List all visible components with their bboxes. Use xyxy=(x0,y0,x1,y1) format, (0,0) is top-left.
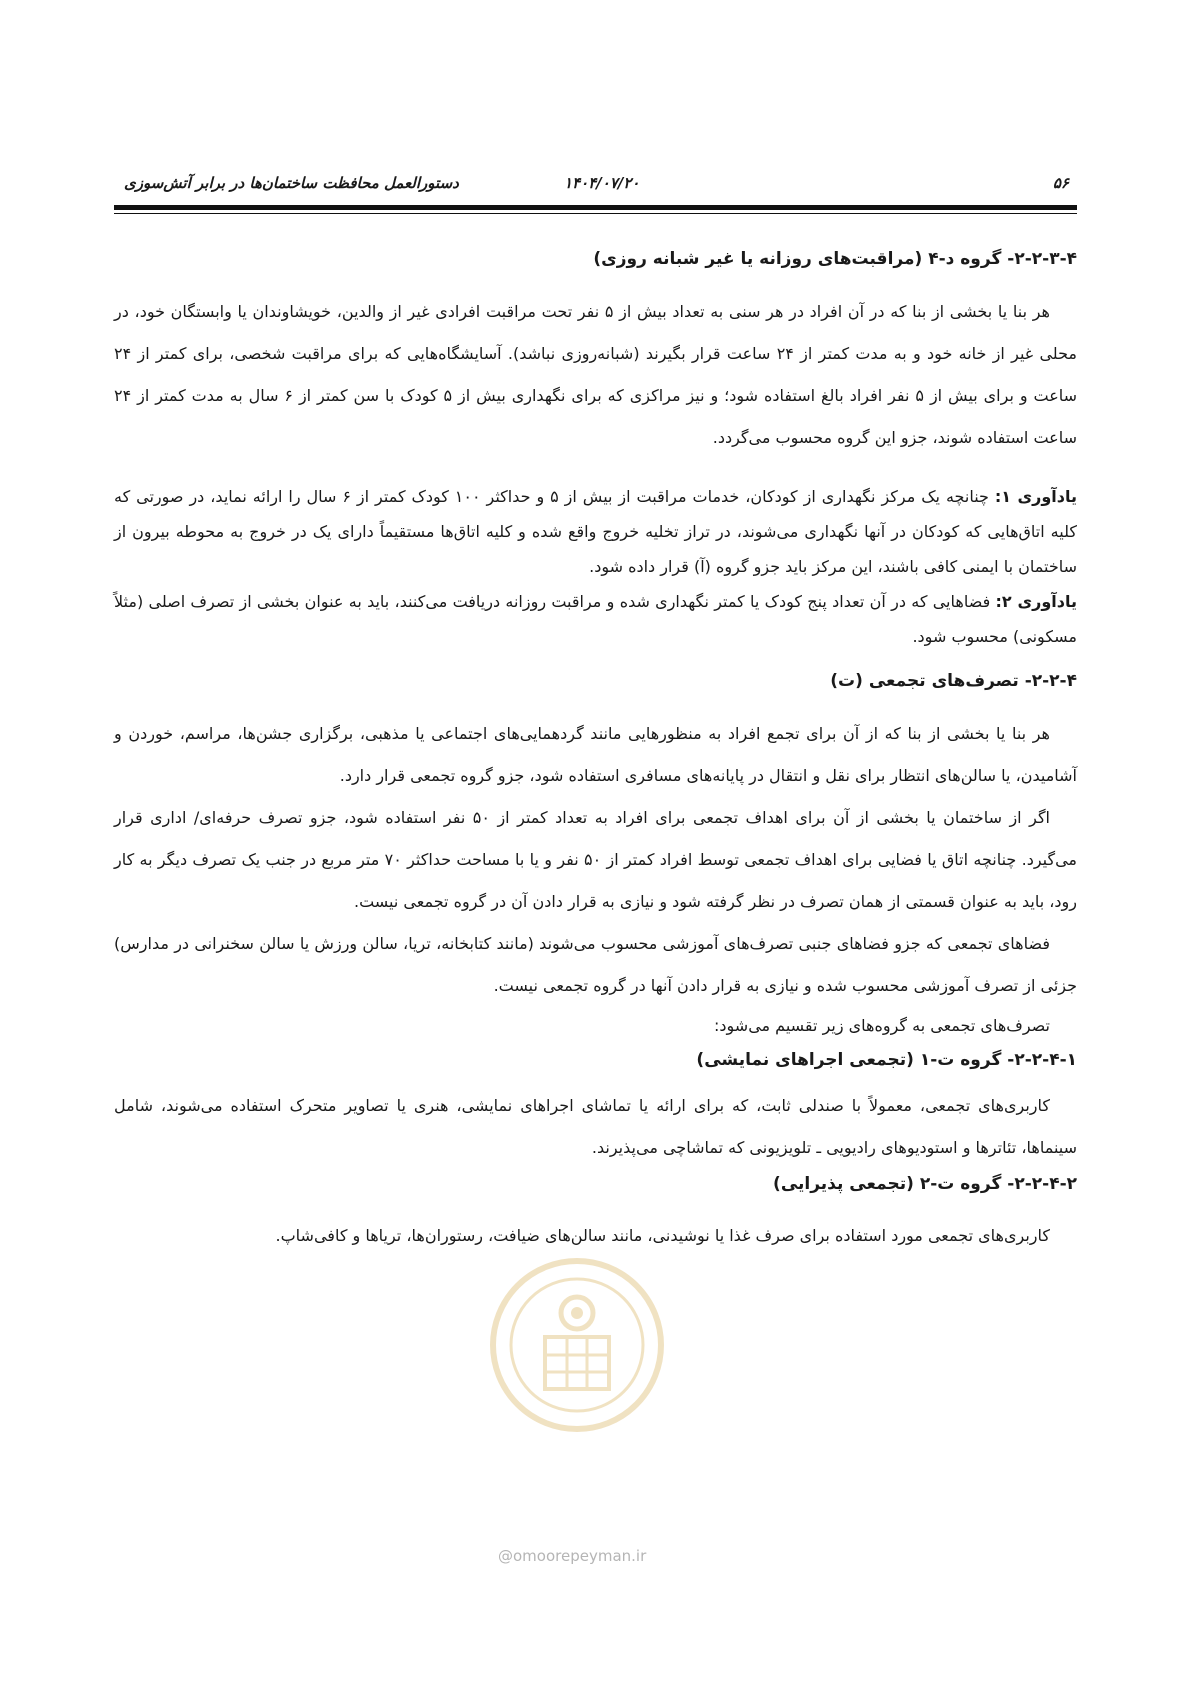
assembly-paragraph-4: تصرف‌های تجمعی به گروه‌های زیر تقسیم می‌شود: xyxy=(714,1016,1050,1035)
header-document-title: دستورالعمل محافظت ساختمان‌ها در برابر آتش‌سوزی xyxy=(124,174,459,192)
spacer xyxy=(114,459,1077,479)
running-header xyxy=(114,168,1077,202)
section-t2-paragraph: کاربری‌های تجمعی مورد استفاده برای صرف غذا یا نوشیدنی، مانند سالن‌های ضیافت، رستوران‌ها، تریاها و کافی‌شاپ. xyxy=(275,1226,1050,1245)
section-heading-t1: ۲-۲-۴-۱- گروه ت-۱ (تجمعی اجراهای نمایشی) xyxy=(696,1050,1077,1070)
header-rule-thin xyxy=(114,213,1077,214)
reminder-1-text: چنانچه یک مرکز نگهداری از کودکان، خدمات مراقبت از بیش از ۵ و حداکثر ۱۰۰ کودک کمتر از ۶ سال را ارائه نماید، در صورتی که کلیه اتاق‌هایی که کودکان در آنها نگهداری می‌شوند، در تراز تخلیه خروج واقع شده و کلیه اتاق‌ها مستقیماً دارای یک در خروج به محوطه بیرون از ساختمان با ایمنی کافی باشند، این مرکز باید جزو گروه (آ) قرار داده شود. xyxy=(114,487,1077,576)
watermark-url: @omoorepeyman.ir xyxy=(498,1547,647,1565)
reminder-1 xyxy=(114,479,1077,584)
header-date: ۱۴۰۴/۰۷/۲۰ xyxy=(564,174,640,192)
section-d4-paragraph: هر بنا یا بخشی از بنا که در آن افراد در هر سنی به تعداد بیش از ۵ نفر تحت مراقبت افرادی غیر از والدین، خویشاوندان یا وابستگان خود، در محلی غیر از خانه خود و به مدت کمتر از ۲۴ ساعت قرار بگیرند (شبانه‌روزی نباشد). آسایشگاه‌هایی که برای مراقبت شخصی، برای کمتر از ۲۴ ساعت و برای بیش از ۵ نفر افراد بالغ استفاده شود؛ و نیز مراکزی که برای نگهداری بیش از ۵ کودک با سن کمتر از ۶ سال به مدت کمتر از ۲۴ ساعت استفاده شوند، جزو این گروه محسوب می‌گردد. xyxy=(114,302,1078,447)
section-heading-assembly: ۲-۲-۴- تصرف‌های تجمعی (ت) xyxy=(830,671,1077,691)
reminder-2-text: فضاهایی که در آن تعداد پنج کودک یا کمتر نگهداری شده و مراقبت روزانه دریافت می‌کنند، باید به عنوان بخشی از تصرف اصلی (مثلاً مسکونی) محسوب شود. xyxy=(114,592,1077,646)
spacer xyxy=(114,654,1077,666)
document-body xyxy=(114,244,1077,1257)
assembly-paragraph-1: هر بنا یا بخشی از بنا که از آن برای تجمع افراد به منظورهایی مانند گردهمایی‌های اجتماعی یا مذهبی، برگزاری جشن‌ها، مراسم، خوردن و آشامیدن، یا سالن‌های انتظار برای نقل و انتقال در پایانه‌های مسافری استفاده شود، جزو گروه تجمعی قرار دارد. xyxy=(114,724,1077,785)
section-t1-paragraph: کاربری‌های تجمعی، معمولاً با صندلی ثابت، که برای ارائه یا تماشای اجراهای نمایشی، هنری یا تصاویر متحرک استفاده می‌شوند، شامل سینماها، تئاترها و استودیوهای رادیویی ـ تلویزیونی که تماشاچی می‌پذیرند. xyxy=(114,1096,1077,1157)
header-page-number: ۵۶ xyxy=(1052,174,1069,192)
reminder-1-label: یادآوری ۱: xyxy=(994,487,1077,506)
reminder-2 xyxy=(114,584,1077,654)
section-heading-d4: ۲-۲-۳-۴- گروه د-۴ (مراقبت‌های روزانه یا غیر شبانه روزی) xyxy=(593,249,1077,269)
header-rule-thick xyxy=(114,205,1077,210)
section-heading-t2: ۲-۲-۴-۲- گروه ت-۲ (تجمعی پذیرایی) xyxy=(773,1174,1077,1194)
reminder-2-label: یادآوری ۲: xyxy=(995,592,1077,611)
assembly-paragraph-2: اگر از ساختمان یا بخشی از آن برای اهداف تجمعی برای افراد به تعداد کمتر از ۵۰ نفر استفاده شود، جزو تصرف حرفه‌ای/ اداری قرار می‌گیرد. چنانچه اتاق یا فضایی برای اهداف تجمعی توسط افراد کمتر از ۵۰ نفر و یا با مساحت حداکثر ۷۰ متر مربع در جنب یک تصرف دیگر به کار رود، باید به عنوان قسمتی از همان تصرف در نظر گرفته شود و نیازی به قرار دادن آن در گروه تجمعی نیست. xyxy=(114,808,1078,911)
assembly-paragraph-3: فضاهای تجمعی که جزو فضاهای جنبی تصرف‌های آموزشی محسوب می‌شوند (مانند کتابخانه، تریا، سالن ورزش یا سالن سخنرانی در مدارس) جزئی از تصرف آموزشی محسوب شده و نیازی به قرار دادن آنها در گروه تجمعی نیست. xyxy=(114,934,1077,995)
watermark-seal-icon xyxy=(487,1255,667,1435)
